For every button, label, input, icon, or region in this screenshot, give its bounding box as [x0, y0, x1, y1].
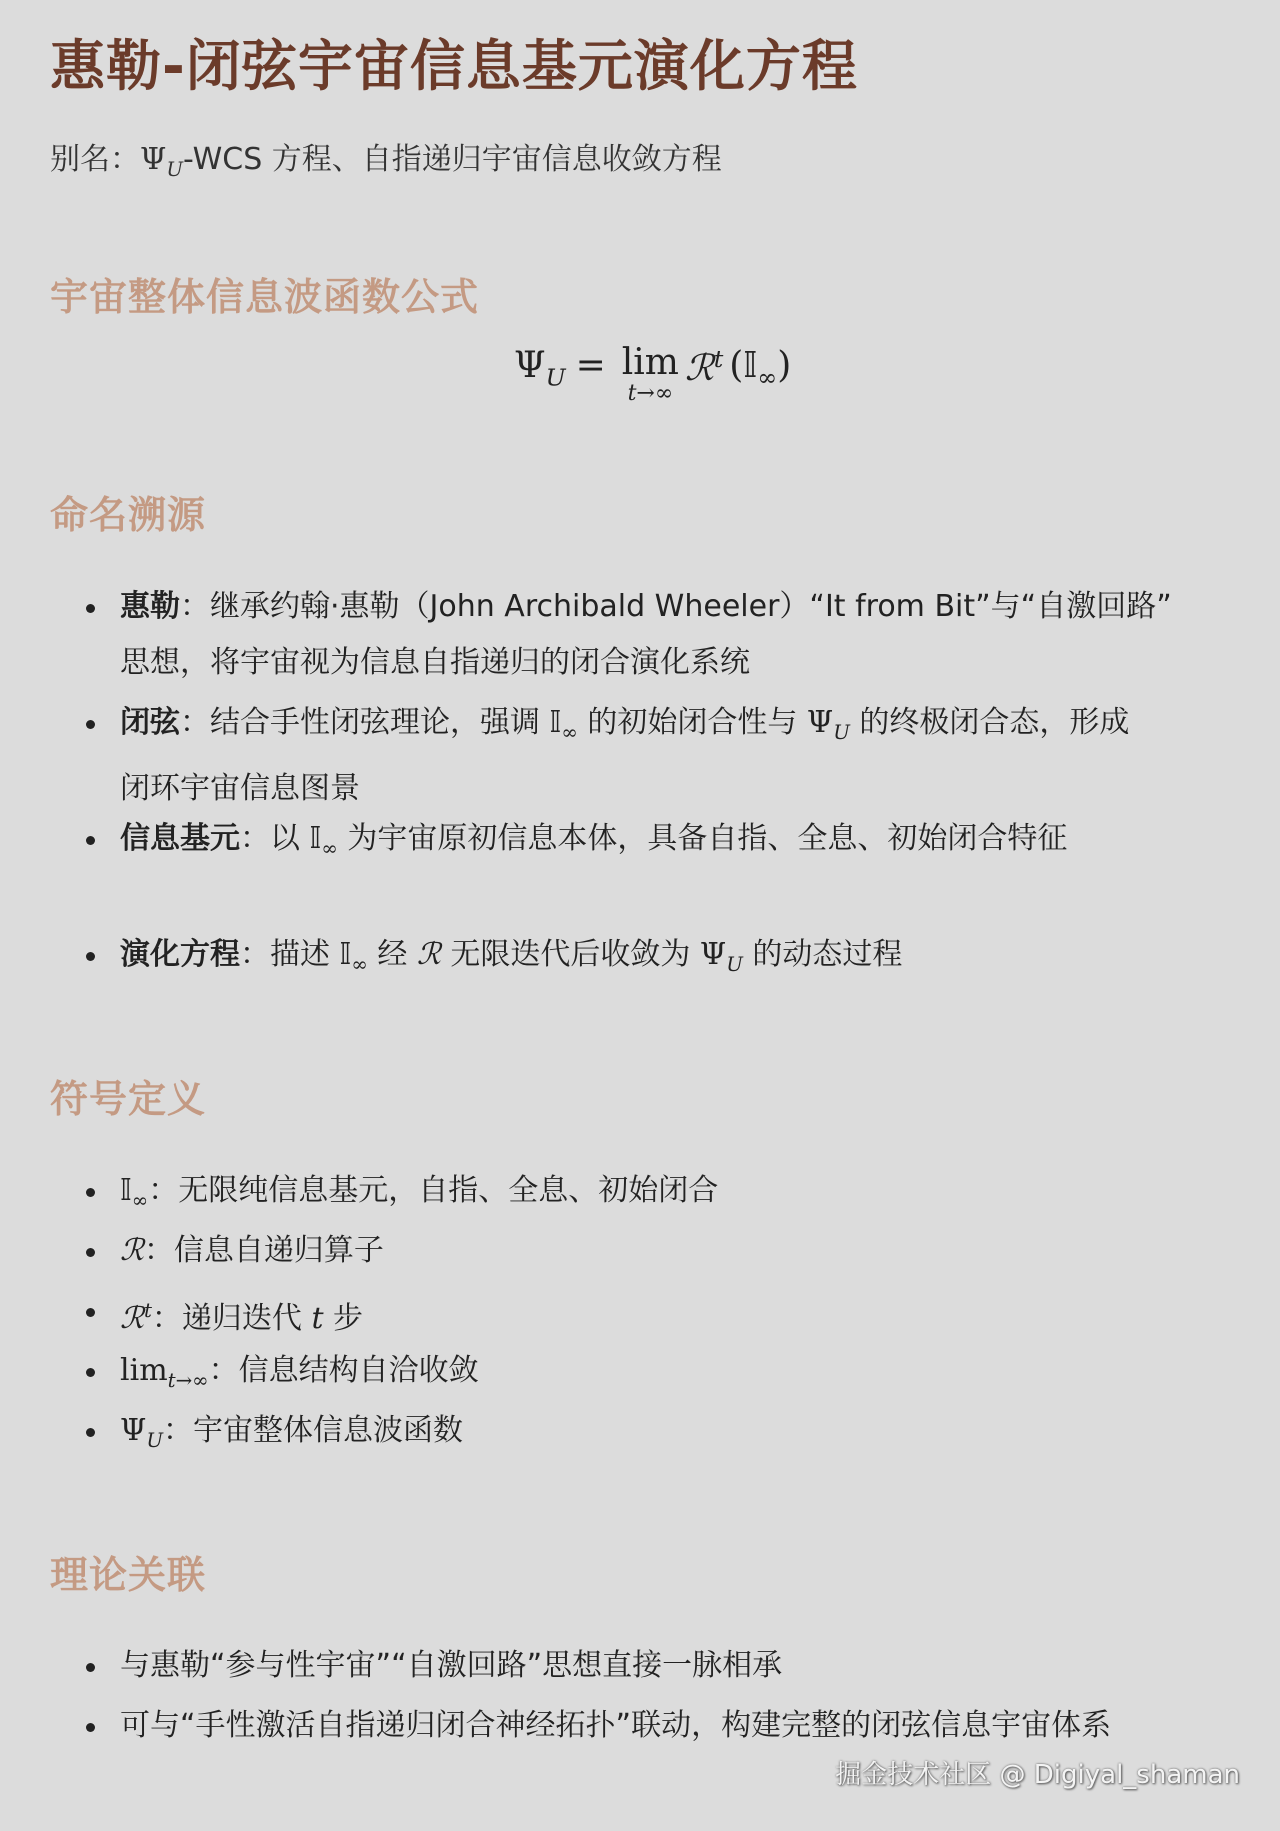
heading-formula: 宇宙整体信息波函数公式 [50, 275, 480, 319]
alias-text: -WCS 方程、自指递归宇宙信息收敛方程 [182, 142, 722, 177]
formula-argument: (𝕀$_\infty$) [729, 345, 792, 392]
symbol-item-limit: $\lim_{t\to\infty}$：信息结构自洽收敛 [120, 1343, 1220, 1409]
formula-lhs: $\Psi_U$ [514, 345, 566, 392]
heading-naming: 命名溯源 [50, 493, 207, 537]
naming-item-wheeler: 惠勒：继承约翰·惠勒（John Archibald Wheeler）“It from Bit”与“自激回路” 思想，将宇宙视为信息自指递归的闭合演化系统 [120, 579, 1220, 691]
alias-label: 别名： [50, 142, 140, 177]
naming-item-info-element: 信息基元：以 𝕀$_\infty$ 为宇宙原初信息本体，具备自指、全息、初始闭合特征 [120, 811, 1220, 877]
formula-operator: ℛ$^t$ [684, 345, 724, 390]
watermark: 掘金技术社区 @ Digiyal_shaman [835, 1760, 1240, 1790]
heading-symbols: 符号定义 [50, 1077, 207, 1121]
alias-line [50, 134, 722, 181]
relation-item: 与惠勒“参与性宇宙”“自激回路”思想直接一脉相承 [120, 1638, 1220, 1694]
symbol-item-wavefunction: $\Psi_U$：宇宙整体信息波函数 [120, 1403, 1220, 1469]
formula-equals: = [575, 345, 606, 386]
symbol-item-infinite-info: 𝕀$_\infty$：无限纯信息基元，自指、全息、初始闭合 [120, 1163, 1220, 1229]
alias-psi-subscript: U [166, 157, 183, 181]
alias-psi-symbol: Ψ [140, 142, 167, 177]
symbol-item-recursion-operator: ℛ：信息自递归算子 [120, 1223, 1220, 1279]
relation-item: 可与“手性激活自指递归闭合神经拓扑”联动，构建完整的闭弦信息宇宙体系 [120, 1698, 1220, 1754]
naming-item-closed-string: 闭弦：结合手性闭弦理论，强调 𝕀$_\infty$ 的初始闭合性与 $\Psi_U$ 的终极闭合态，形成 闭环宇宙信息图景 [120, 695, 1220, 817]
formula-limit: lim t→∞ [621, 342, 679, 406]
page-title: 惠勒-闭弦宇宙信息基元演化方程 [50, 34, 858, 98]
symbol-item-iteration: ℛ$^t$：递归迭代 t 步 [120, 1283, 1220, 1347]
main-formula [514, 342, 792, 406]
naming-item-evolution: 演化方程：描述 𝕀$_\infty$ 经 ℛ 无限迭代后收敛为 $\Psi_U$ 的动态过程 [120, 927, 1220, 993]
heading-relations: 理论关联 [50, 1553, 207, 1597]
